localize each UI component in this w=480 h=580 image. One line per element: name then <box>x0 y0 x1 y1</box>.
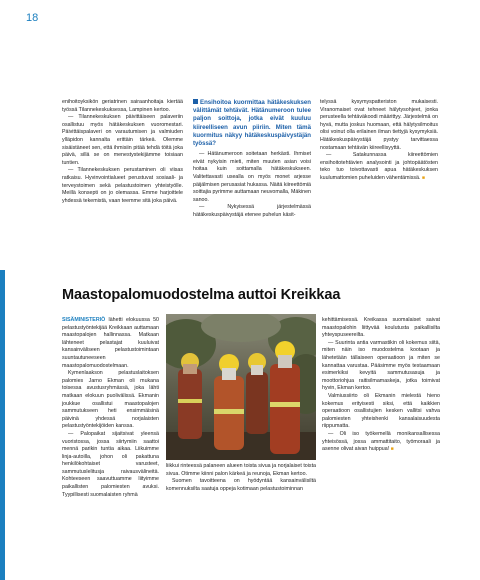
page-number: 18 <box>26 12 39 24</box>
article-column-1 <box>62 317 159 499</box>
paragraph <box>322 431 440 454</box>
top-column-3 <box>320 99 438 183</box>
lead-tag: SISÄMINISTERIÖ <box>62 317 106 323</box>
paragraph: Kymenlaakson pelastuslaitoksen palomies Jarno Ekman oli mukana toisessa avustusryhmässä, joka lähti matkaan elokuun puolivälissä. Ekmanin joukkue osallistui maastopalojen sammutukseen heti ensimmäisinä päivinä yhdessä norjalaisten pelastustyöntekijöiden kanssa. <box>62 370 159 430</box>
article-column-3 <box>322 317 440 454</box>
paragraph: telyssä kysymyspatteriston mukaisesti. Viranomaiset ovat tehneet hälytysohjeet, jonka perusteella tehtäväkoodi määrittyy. Järjestelmä on hyvä, mutta joskus huomaan, että hälytysilmoitus olisi voinut olla erilainen ilman tiettyjä kysymyksiä. Hätäkeskuspäivystäjä pystyy tarvittaessa nostamaan tehtävän kiireellisyyttä. <box>320 99 438 151</box>
end-mark-icon: ■ <box>421 174 425 181</box>
article-column-2 <box>166 463 316 493</box>
lead-text: lähetti elokuussa 50 pelastustyöntekijää Kreikkaan auttamaan maastopalojen hallinnassa. Matkaan lähteneet pelastajat kuuluivat kansainväliseen pelastustoimintaan suuntautuneeseen maastopalomuodostelmaan. <box>62 317 159 369</box>
top-column-2 <box>193 99 311 220</box>
paragraph: kehittämisessä. Kreikassa suomalaiset saivat maastopalohin liittyvää koulutusta paikallisilta yhteyspuseereilta. <box>322 317 440 339</box>
paragraph-text: — Satakunnassa kiireettömien ensihoitotehtävien analysointi ja johtopäätösten teko tuo toivottavasti apua hätäkeskuksen kuulumattomien puheluiden vähentämissä. <box>320 152 438 181</box>
paragraph: — Hätänumeroon soitetaan herkästi. Ihmiset eivät nykyisin mieti, miten muuten asian voisi hoitaa kuin soittamalla hätäkeskukseen. Valitettavasti usealla on myös monet arjesse päijälmisen perusasiat hukassa. Näitä kiireettömiä soittajia pyrimme auttamaan neuvomalla, Mäkinen sanoo. <box>193 151 311 203</box>
paragraph <box>320 152 438 182</box>
top-column-1 <box>62 99 183 205</box>
paragraph: — Suurinta antia varmastikin oli kokemus siitä, miten näin iso muodostelma kootaan ja lähetetään tällaiseen operaatioon ja miten se kannattaa varustaa. Pääsimme myös testaamaan esimerkiksi kevyitä sammutusasuja ja moottoriohjua raitisilmamaskeja, jotka toimivat hyvin, Ekman kertoo. <box>322 339 440 392</box>
interview-question <box>193 99 311 148</box>
firefighters-photo-illustration <box>166 314 316 460</box>
paragraph: — Tilannekeskuksen perustaminen oli viisas ratkaisu. Hyvinvointialueet perustuvat sosiaali- ja terveystoimen sekä pelastustoimen yhteistyölle. Meillä konsepti on jo olemassa. Emme harjoittele yhdessä tekemistä, vaan teemme sitä joka päivä. <box>62 167 183 204</box>
paragraph-text: — Oli iso työkemellä monikansallisessa yhteisössä, jossa ammattitaito, työmoraali ja asenne olivat aivan huippua! <box>322 430 440 453</box>
paragraph: enihoitoyksikön geriatrinen sairaanhoitaja kiertää työssä Tilannekeskuksessa, Lampinen kertoo. <box>62 99 183 113</box>
square-bullet-icon <box>193 99 198 104</box>
interview-question-text: Ensihoitoa kuormittaa hätäkeskuksen välittämät tehtävät. Hätänumeroon tulee paljon soittoja, jotka eivät kuuluu kiireelliseen avun piiriin. Miten tämä kuormitus näkyy hätäkeskuspäivystäjän työssä? <box>193 99 311 148</box>
end-mark-icon: ■ <box>390 446 394 453</box>
firefighters-photo <box>166 314 316 460</box>
lead-paragraph <box>62 317 159 370</box>
article-title: Maastopalomuodostelma auttoi Kreikkaa <box>62 287 341 303</box>
paragraph: Suomen tavoitteena on hyödyntää kansainvälisiltä komennuksilta saatuja oppeja kotimaan pelastustoiminnan <box>166 478 316 492</box>
paragraph: Valmiussiirto oli Ekmanin mielestä hieno kokemus erityisesti siksi, että kaikkien operaatioon osallistujien kesken vallitsi vahva palomiesten yhteishenki kansalaisuudesta riippumatta. <box>322 392 440 430</box>
accent-bar <box>0 270 5 580</box>
paragraph: — Nykyisessä järjestelmässä hätäkeskuspäivystäjä etenee puhelun käsit- <box>193 204 311 218</box>
paragraph: liikkui rinteessä palaneen alueen toista sivua ja norjalaiset toista sivua. Otimme kiinni palon kärkeä ja reunoja, Ekman kertoo. <box>166 463 316 477</box>
paragraph: — Palopaikat sijaitsivat yleensä vuoristossa, jossa siirtymiin saattoi mennä parikin tuntia aikaa. Liikuimme linja-autoilla, johon oli pakattuna henkilökohtaiset varusteet, sammutuslelitusja raivausvälineitä. Kohteeseen saavuttuamme liityimme paikallisten palomiesten avuksi. Tyypillisesti suomalaisten ryhmä <box>62 430 159 498</box>
paragraph: — Tilannekeskuksen päivittäiseen palaveriin osallistuu myös hätäkeskuksen vuoromestari. Päivittäispalaveri on varautumisen ja valmiuden ylläpidon kannalta erittäin tärkeä. Olemme sisäistäneet sen, että ihmisiin pitää tehdä töitä joka päivä, sillä se on menestystekijämme toisiaan tuntien. <box>62 114 183 166</box>
